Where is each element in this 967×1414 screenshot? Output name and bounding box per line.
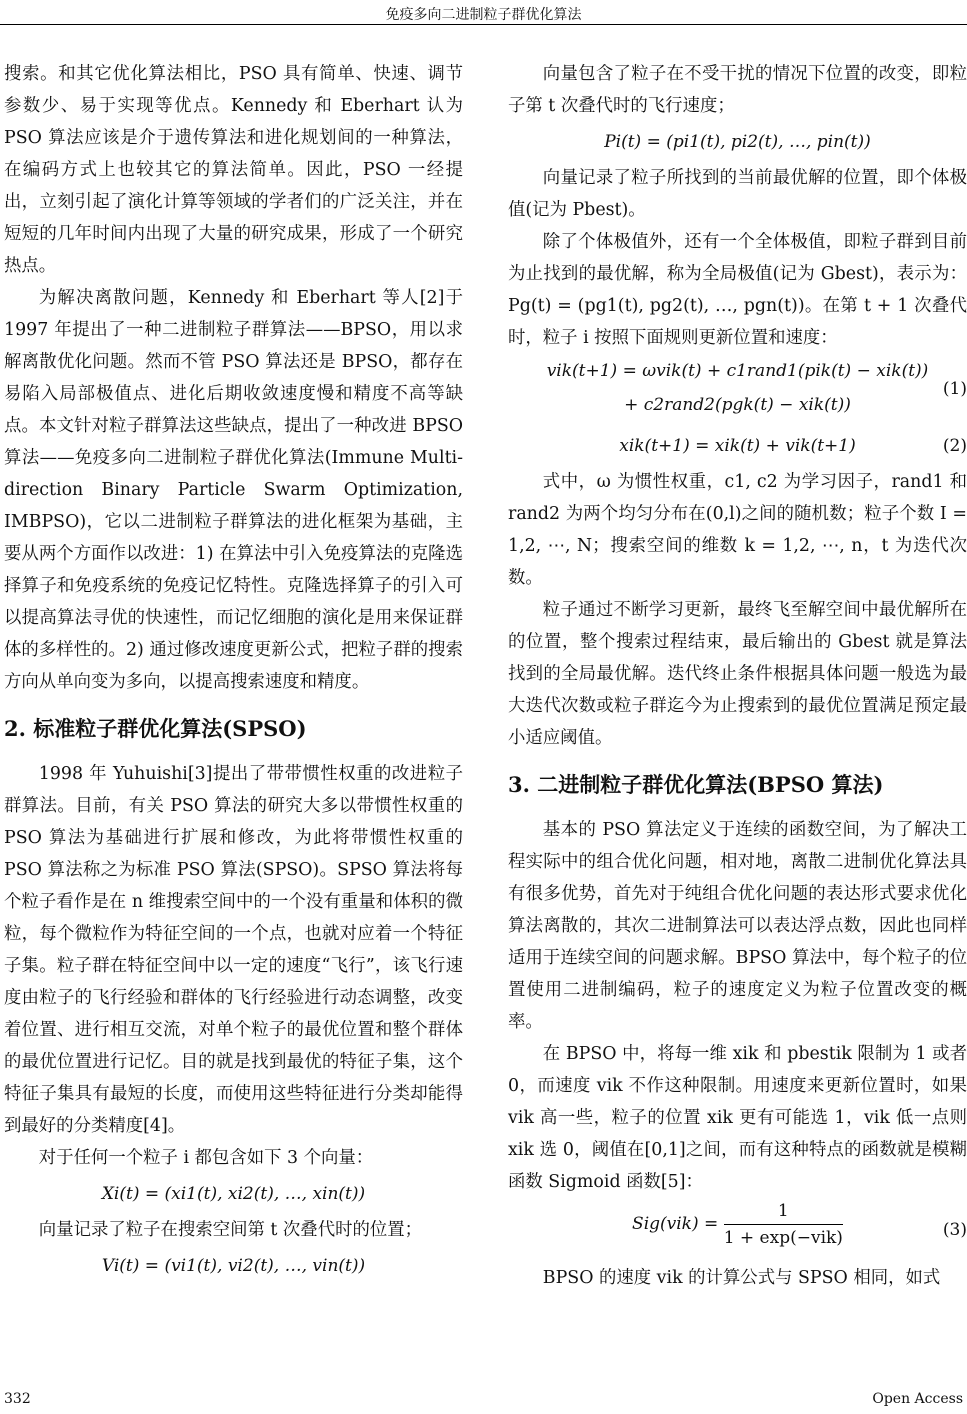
equation-number: (3) bbox=[942, 1220, 967, 1240]
paragraph: 式中，ω 为惯性权重，c1, c2 为学习因子，rand1 和 rand2 为两个均匀分布在(0,l)之间的随机数；粒子个数 I = 1,2, ⋯, N；搜索空间的维数 k = 1,2, ⋯, n，t 为迭代次数。 bbox=[508, 472, 967, 588]
equation-1 bbox=[508, 354, 967, 426]
paragraph: 基本的 PSO 算法定义于连续的函数空间，为了解决工程实际中的组合优化问题，相对地，离散二进制优化算法具有很多优势，首先对于纯组合优化问题的表达形式要求优化算法离散的，其次二进制算法可以表达浮点数，因此也同样适用于连续空间的问题求解。BPSO 算法中，每个粒子的位置使用二进制编码，粒子的速度定义为粒子位置改变的概率。 bbox=[508, 820, 967, 1032]
fraction-numerator: 1 bbox=[724, 1198, 843, 1225]
paragraph: 向量包含了粒子在不受干扰的情况下位置的改变，即粒子第 t 次叠代时的飞行速度； bbox=[508, 64, 967, 116]
paragraph: 向量记录了粒子在搜索空间第 t 次叠代时的位置； bbox=[38, 1220, 423, 1240]
paragraph: BPSO 的速度 vik 的计算公式与 SPSO 相同，如式 bbox=[542, 1268, 941, 1288]
equation-text: Vi(t) = (vi1(t), vi2(t), …, vin(t)) bbox=[101, 1256, 366, 1276]
page-number: 332 bbox=[4, 1391, 31, 1407]
publisher-label: Open Access bbox=[872, 1391, 963, 1407]
equation-text: Pi(t) = (pi1(t), pi2(t), …, pin(t)) bbox=[604, 132, 871, 152]
equation-2 bbox=[508, 426, 967, 466]
right-column bbox=[508, 58, 967, 1294]
header-rule bbox=[0, 24, 967, 25]
equation-number: (1) bbox=[942, 379, 967, 399]
running-title: 免疫多向二进制粒子群优化算法 bbox=[385, 7, 582, 23]
left-column bbox=[4, 58, 463, 1286]
equation-position-vector bbox=[4, 1174, 463, 1214]
paragraph: 搜索。和其它优化算法相比，PSO 具有简单、快速、调节参数少、易于实现等优点。Kennedy 和 Eberhart 认为 PSO 算法应该是介于遗传算法和进化规划间的一种算法，在编码方式上也较其它的算法简单。因此，PSO 一经提出，立刻引起了演化计算等领域的学者们的广泛关注，并在短短的几年时间内出现了大量的研究成果，形成了一个研究热点。 bbox=[4, 64, 463, 276]
equation-lhs: Sig(vik) = bbox=[632, 1214, 719, 1234]
fraction-denominator: 1 + exp(−vik) bbox=[723, 1228, 843, 1248]
equation-3 bbox=[508, 1198, 967, 1262]
equation-line: + c2rand2(pgk(t) − xik(t)) bbox=[624, 395, 851, 415]
section-heading: 3. 二进制粒子群优化算法(BPSO 算法) bbox=[508, 772, 884, 797]
equation-text: Xi(t) = (xi1(t), xi2(t), …, xin(t)) bbox=[101, 1184, 366, 1204]
paragraph: 1998 年 Yuhuishi[3]提出了带带惯性权重的改进粒子群算法。目前，有关 PSO 算法的研究大多以带惯性权重的 PSO 算法为基础进行扩展和修改，为此将带惯性权重的 PSO 算法称之为标准 PSO 算法(SPSO)。SPSO 算法将每个粒子看作是在 n 维搜索空间中的一个没有重量和体积的微粒，每个微粒作为特征空间的一个点，也就对应着一个特征子集。粒子群在特征空间中以一定的速度“飞行”，该飞行速度由粒子的飞行经验和群体的飞行经验进行动态调整，改变着位置、进行相互交流，对单个粒子的最优位置和整个群体的最优位置进行记忆。目的就是找到最优的特征子集，这个特征子集具有最短的长度，而使用这些特征进行分类却能得到最好的分类精度[4]。 bbox=[4, 764, 463, 1136]
equation-line: vik(t+1) = ωvik(t) + c1rand1(pik(t) − xik(t)) bbox=[546, 361, 929, 381]
paragraph: 向量记录了粒子所找到的当前最优解的位置，即个体极值(记为 Pbest)。 bbox=[508, 168, 967, 220]
equation-velocity-vector bbox=[4, 1246, 463, 1286]
paragraph: 粒子通过不断学习更新，最终飞至解空间中最优解所在的位置，整个搜索过程结束，最后输出的 Gbest 就是算法找到的全局最优解。迭代终止条件根据具体问题一般选为最大迭代次数或粒子群迄今为止搜索到的最优位置满足预定最小适应阈值。 bbox=[508, 600, 967, 748]
paragraph: 对于任何一个粒子 i 都包含如下 3 个向量： bbox=[38, 1148, 374, 1168]
fraction bbox=[724, 1198, 843, 1251]
equation-pbest-vector bbox=[508, 122, 967, 162]
equation-number: (2) bbox=[942, 436, 967, 456]
paragraph: 除了个体极值外，还有一个全体极值，即粒子群到目前为止找到的最优解，称为全局极值(记为 Gbest)，表示为：Pg(t) = (pg1(t), pg2(t), …, pgn(t))。在第 t + 1 次叠代时，粒子 i 按照下面规则更新位置和速度： bbox=[508, 232, 967, 348]
equation-text: xik(t+1) = xik(t) + vik(t+1) bbox=[619, 436, 856, 456]
section-heading: 2. 标准粒子群优化算法(SPSO) bbox=[4, 716, 307, 741]
paragraph: 为解决离散问题，Kennedy 和 Eberhart 等人[2]于 1997 年提出了一种二进制粒子群算法——BPSO，用以求解离散优化问题。然而不管 PSO 算法还是 BPSO，都存在易陷入局部极值点、进化后期收敛速度慢和精度不高等缺点。本文针对粒子群算法这些缺点，提出了一种改进 BPSO 算法——免疫多向二进制粒子群优化算法(Immune Multi-direction Binary Particle Swarm Optimization, IMBPSO)，它以二进制粒子群算法的进化框架为基础，主要从两个方面作以改进：1) 在算法中引入免疫算法的克隆选择算子和免疫系统的免疫记忆特性。克隆选择算子的引入可以提高算法寻优的快速性，而记忆细胞的演化是用来保证群体的多样性的。2) 通过修改速度更新公式，把粒子群的搜索方向从单向变为多向，以提高搜索速度和精度。 bbox=[4, 288, 463, 692]
paragraph: 在 BPSO 中，将每一维 xik 和 pbestik 限制为 1 或者 0，而速度 vik 不作这种限制。用速度来更新位置时，如果 vik 高一些，粒子的位置 xik 更有可能选 1，vik 低一点则 xik 选 0，阈值在[0,1]之间，而有这种特点的函数就是模糊函数 Sigmoid 函数[5]： bbox=[508, 1044, 967, 1192]
